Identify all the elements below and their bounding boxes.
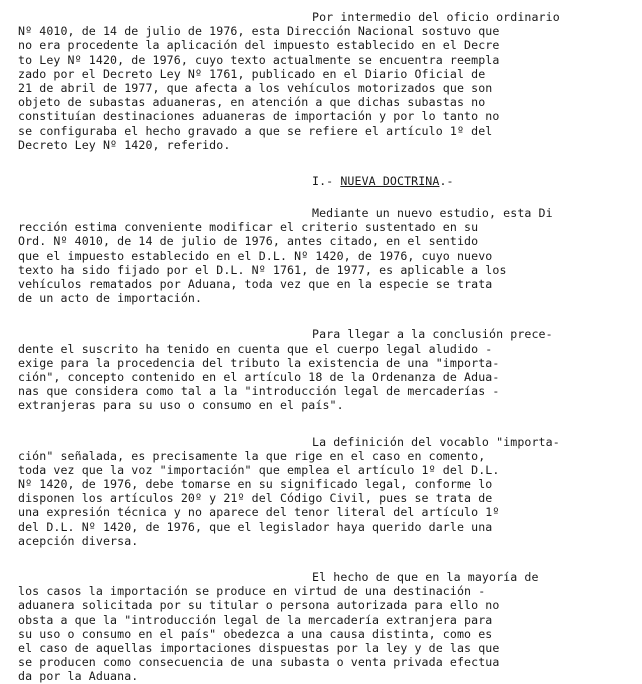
text-line: los casos la importación se produce en virtud de una destinación - xyxy=(18,584,486,599)
text-line: Ord. Nº 4010, de 14 de julio de 1976, antes citado, en el sentido xyxy=(18,234,479,249)
text-line: da por la Aduana. xyxy=(18,669,139,684)
text-line: El hecho de que en la mayoría de xyxy=(312,570,539,584)
heading-title: NUEVA DOCTRINA xyxy=(340,173,440,188)
text-line: constituían destinaciones aduaneras de importación y por lo tanto no xyxy=(18,109,500,124)
text-line: rección estima conveniente modificar el criterio sustentado en su xyxy=(18,220,479,235)
spacer xyxy=(18,548,628,570)
spacer xyxy=(18,152,628,174)
text-line: se configuraba el hecho gravado a que se refiere el artículo 1º del xyxy=(18,123,493,138)
text-line: aduanera solicitada por su titular o persona autorizada para ello no xyxy=(18,598,500,613)
paragraph-intro xyxy=(18,10,628,152)
text-line: Nº 4010, de 14 de julio de 1976, esta Dirección Nacional sostuvo que xyxy=(18,24,500,39)
text-line: no era procedente la aplicación del impuesto establecido en el Decre xyxy=(18,38,500,53)
text-line: de un acto de importación. xyxy=(18,291,203,306)
text-line: se producen como consecuencia de una subasta o venta privada efectua xyxy=(18,655,500,670)
text-line: objeto de subastas aduaneras, en atención a que dichas subastas no xyxy=(18,95,486,110)
text-line: su uso o consumo en el país" obedezca a una causa distinta, como es xyxy=(18,626,493,641)
text-line: Decreto Ley Nº 1420, referido. xyxy=(18,137,231,152)
spacer xyxy=(18,188,628,206)
text-line: una expresión técnica y no aparece del tenor literal del artículo 1º xyxy=(18,505,500,520)
text-line: texto ha sido fijado por el D.L. Nº 1761, de 1977, es aplicable a los xyxy=(18,262,507,277)
text-line: que el impuesto establecido en el D.L. Nº 1420, de 1976, cuyo nuevo xyxy=(18,248,493,263)
text-line: Mediante un nuevo estudio, esta Di xyxy=(312,206,553,221)
text-line: to Ley Nº 1420, de 1976, cuyo texto actualmente se encuentra reempla xyxy=(18,52,500,67)
text-line: Nº 1420, de 1976, debe tomarse en su significado legal, conforme lo xyxy=(18,477,493,492)
text-line: zado por el Decreto Ley Nº 1761, publicado en el Diario Oficial de xyxy=(18,66,486,81)
text-line: ción" señalada, es precisamente la que rige en el caso en comento, xyxy=(18,448,486,463)
text-line: ción", concepto contenido en el artículo 18 de la Ordenanza de Adua- xyxy=(18,369,500,384)
text-line: La definición del vocablo "importa- xyxy=(312,434,560,449)
text-line: del D.L. Nº 1420, de 1976, que el legislador haya querido darle una xyxy=(18,519,493,534)
text-line: el caso de aquellas importaciones dispuestas por la ley y de las que xyxy=(18,640,500,655)
text-line: Para llegar a la conclusión prece- xyxy=(312,327,553,342)
text-line: Por intermedio del oficio ordinario xyxy=(312,10,560,24)
heading-suffix: .- xyxy=(439,173,454,188)
paragraph-new-study xyxy=(18,206,628,305)
text-line: vehículos rematados por Aduana, toda vez que en la especie se trata xyxy=(18,277,493,291)
text-line: 21 de abril de 1977, que afecta a los vehículos motorizados que son xyxy=(18,80,493,95)
text-line: extranjeras para su uso o consumo en el país". xyxy=(18,398,344,413)
text-line: disponen los artículos 20º y 21º del Código Civil, pues se trata de xyxy=(18,491,493,506)
paragraph-fact xyxy=(18,570,628,684)
section-heading xyxy=(18,174,628,188)
text-line: exige para la procedencia del tributo la existencia de una "importa- xyxy=(18,355,500,370)
text-line: acepción diversa. xyxy=(18,533,139,548)
text-line: toda vez que la voz "importación" que emplea el artículo 1º del D.L. xyxy=(18,462,500,477)
paragraph-definition xyxy=(18,435,628,549)
spacer xyxy=(18,413,628,435)
spacer xyxy=(18,305,628,327)
text-line: nas que considera como tal a la "introducción legal de mercaderías - xyxy=(18,384,500,399)
paragraph-conclusion xyxy=(18,327,628,412)
heading-number: I.- xyxy=(312,173,334,188)
text-line: dente el suscrito ha tenido en cuenta que el cuerpo legal aludido - xyxy=(18,341,493,356)
text-line: obsta a que la "introducción legal de la mercadería extranjera para xyxy=(18,612,493,627)
